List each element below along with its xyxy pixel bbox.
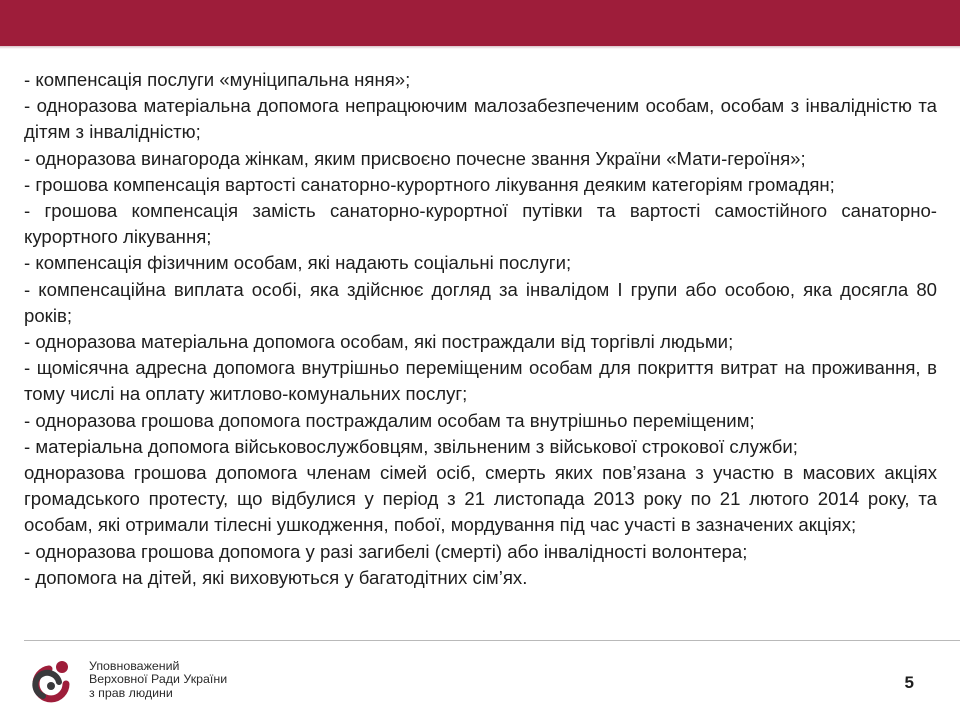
page-number: 5 — [904, 673, 914, 692]
list-item: - одноразова винагорода жінкам, яким присвоєно почесне звання України «Мати-героїня»; — [24, 147, 806, 169]
list-item: одноразова грошова допомога членам сімей осіб, смерть яких пов’язана з участю в масових акціях громадського протесту, що відбулися у період з 21 листопада 2013 року по 21 лютого 2014 року, та особам, які отримали тілесні ушкодження, побої, мордування під час участі в зазначених акціях; — [24, 462, 937, 536]
list-item: - компенсація послуги «муніципальна няня»; — [24, 69, 411, 90]
org-name — [89, 660, 227, 700]
header-band-shadow — [0, 46, 960, 49]
list-item: - матеріальна допомога військовослужбовцям, звільненим з військової строкової служби; — [24, 435, 798, 457]
list-item: - компенсаційна виплата особі, яка здійснює догляд за інвалідом І групи або особою, яка досягла 80 років; — [24, 278, 937, 326]
footer-divider — [24, 640, 960, 641]
org-name-line: Верховної Ради України — [89, 672, 228, 687]
list-item: - грошова компенсація замість санаторно-курортної путівки та вартості самостійного санаторно-курортного лікування; — [24, 200, 937, 248]
list-item: - щомісячна адресна допомога внутрішньо переміщеним особам для покриття витрат на проживання, в тому числі на оплату житлово-комунальних послуг; — [24, 357, 937, 405]
list-item: - одноразова матеріальна допомога непрацюючим малозабезпеченим особам, особам з інвалідністю та дітям з інвалідністю; — [24, 95, 937, 143]
benefits-list — [24, 67, 937, 591]
header-band — [0, 0, 960, 46]
list-item: - грошова компенсація вартості санаторно-курортного лікування деяким категоріям громадян; — [24, 173, 835, 195]
list-item: - одноразова грошова допомога постраждалим особам та внутрішньо переміщеним; — [24, 409, 755, 431]
list-item: - одноразова матеріальна допомога особам, які постраждали від торгівлі людьми; — [24, 331, 734, 353]
list-item: - компенсація фізичним особам, які надають соціальні послуги; — [24, 252, 572, 274]
ombudsman-logo-icon — [24, 654, 80, 710]
list-item: - допомога на дітей, які виховуються у багатодітних сім’ях. — [24, 566, 528, 588]
org-name-line: Уповноважений — [89, 659, 180, 673]
list-item: - одноразова грошова допомога у разі загибелі (смерті) або інвалідності волонтера; — [24, 540, 748, 562]
org-name-line: з прав людини — [89, 685, 173, 700]
